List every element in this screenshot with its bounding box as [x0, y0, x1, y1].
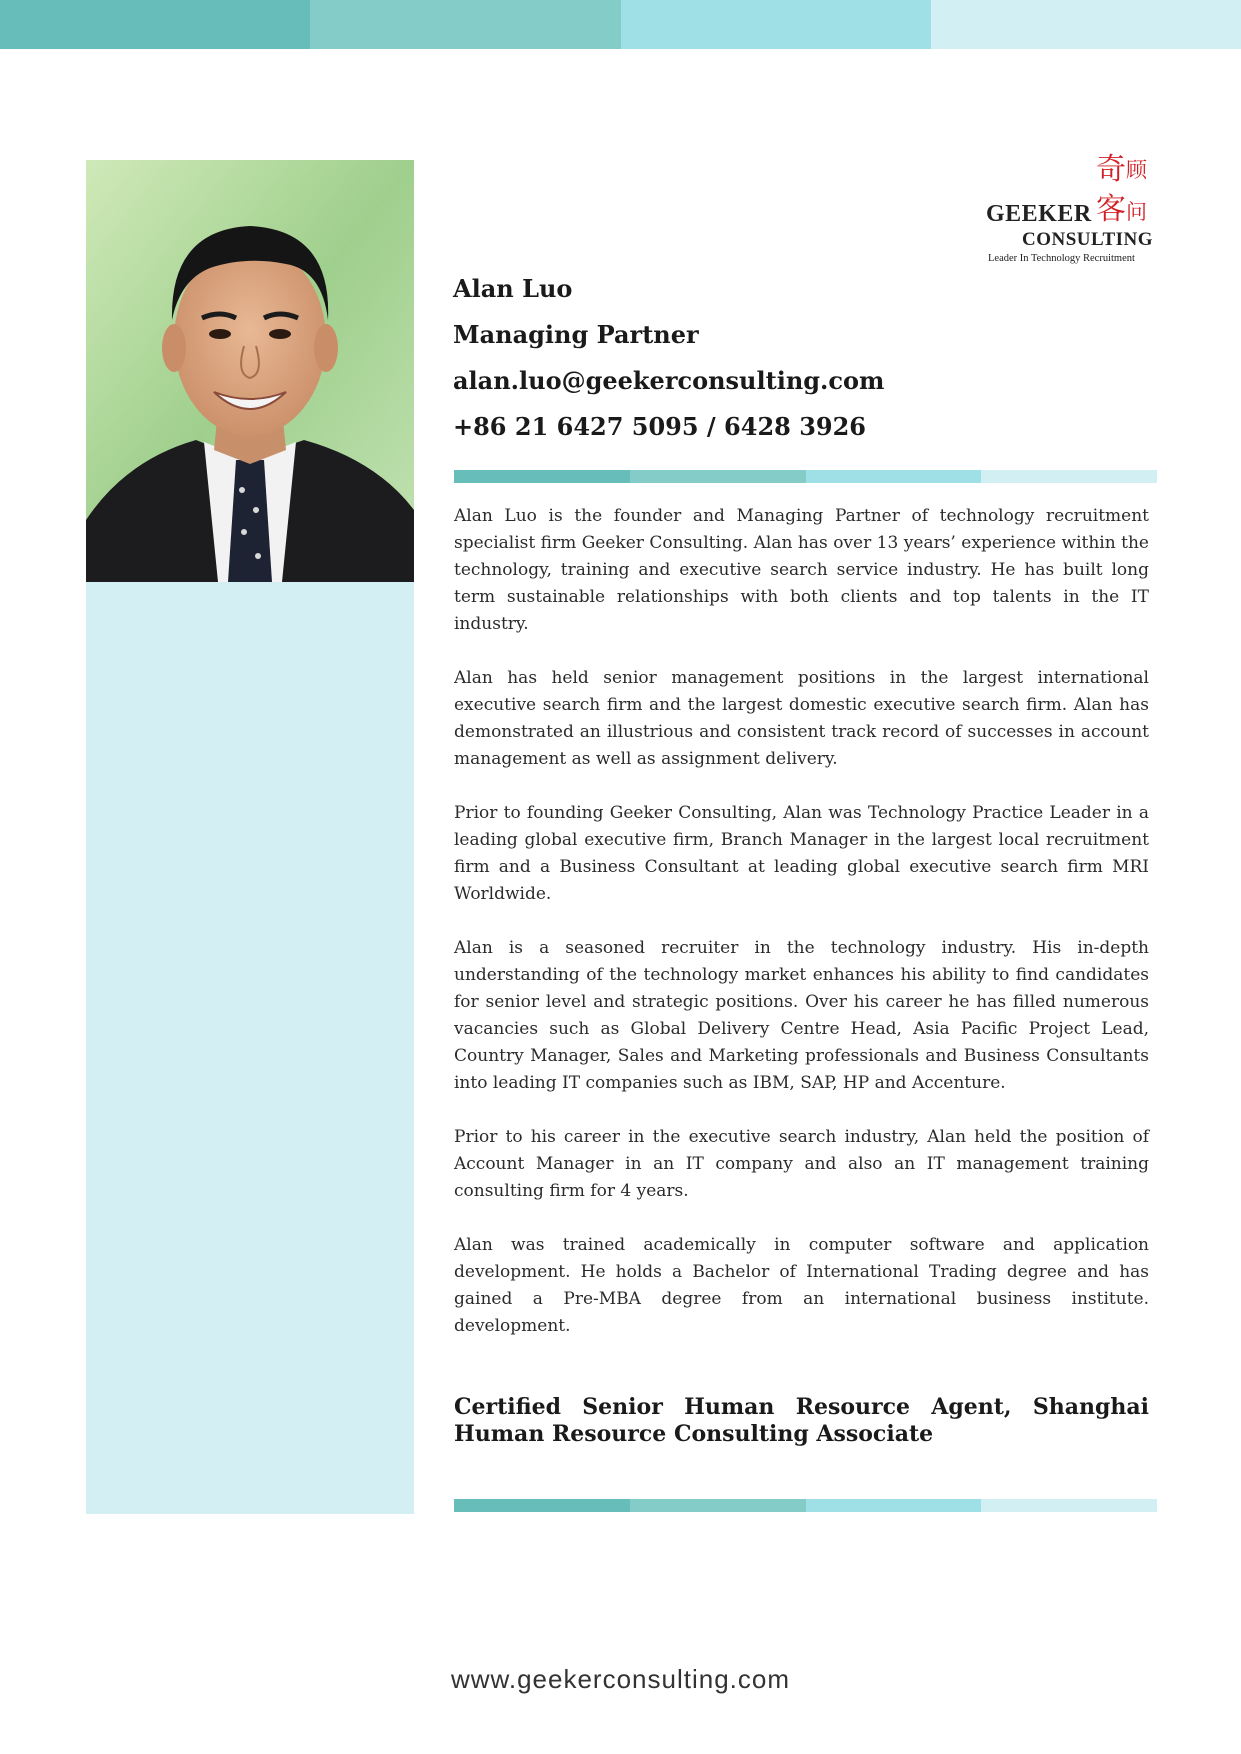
- stripe-segment-1: [454, 1499, 630, 1512]
- bio-paragraph: Alan is a seasoned recruiter in the technology industry. His in-depth understanding of the technology market enhances his ability to find candidates for senior level and strategic positions. Over his career he has filled numerous vacancies such as Global Delivery Centre Head, Asia Pacific Project Lead, Country Manager, Sales and Marketing professionals and Business Consultants into leading IT companies such as IBM, SAP, HP and Accenture.: [454, 938, 1149, 1093]
- stripe-segment-3: [806, 470, 982, 483]
- logo-name-line1: GEEKER: [986, 201, 1092, 227]
- stripe-segment-4: [981, 1499, 1157, 1512]
- divider-stripe-top: [454, 470, 1157, 483]
- bio-paragraph: Prior to founding Geeker Consulting, Alan was Technology Practice Leader in a leading global executive firm, Branch Manager in the largest local recruitment firm and a Business Consultant at leading global executive search firm MRI Worldwide.: [454, 803, 1149, 904]
- person-name: Alan Luo: [453, 274, 573, 303]
- footer-website: www.geekerconsulting.com: [450, 1664, 791, 1694]
- stripe-segment-2: [630, 1499, 806, 1512]
- job-title: Managing Partner: [453, 320, 699, 349]
- phone-number: +86 21 6427 5095 / 6428 3926: [453, 412, 866, 441]
- certification-text: Certified Senior Human Resource Agent, Shanghai Human Resource Consulting Associate: [454, 1394, 1149, 1447]
- bio-paragraph: Alan has held senior management positions in the largest international executive search firm and the largest domestic executive search firm. Alan has demonstrated an illustrious and consistent track record of successes in account management as well as assignment delivery.: [454, 668, 1149, 769]
- band-segment-4: [931, 0, 1241, 49]
- stripe-segment-4: [981, 470, 1157, 483]
- profile-photo: [86, 160, 414, 582]
- band-segment-1: [0, 0, 310, 49]
- bio-paragraph: Prior to his career in the executive search industry, Alan held the position of Account Manager in an IT company and also an IT management training consulting firm for 4 years.: [454, 1127, 1149, 1201]
- stripe-segment-2: [630, 470, 806, 483]
- logo-chinese-line1: 奇顾: [1096, 152, 1147, 187]
- bio-paragraph: Alan Luo is the founder and Managing Partner of technology recruitment specialist firm Geeker Consulting. Alan has over 13 years’ experience within the technology, training and executive search service industry. He has built long term sustainable relationships with both clients and top talents in the IT industry.: [454, 506, 1149, 634]
- biography: [454, 503, 1149, 1367]
- bio-paragraph: Alan was trained academically in computer software and application development. He holds a Bachelor of International Trading degree and has gained a Pre-MBA degree from an international business institute. development.: [454, 1235, 1149, 1336]
- sidebar-panel: [86, 582, 414, 1514]
- band-segment-2: [310, 0, 620, 49]
- email-address: alan.luo@geekerconsulting.com: [453, 366, 885, 395]
- company-logo: [980, 152, 1160, 267]
- top-color-band: [0, 0, 1241, 49]
- logo-tagline: Leader In Technology Recruitment: [988, 253, 1135, 264]
- logo-chinese-line2: 客问: [1096, 192, 1147, 227]
- divider-stripe-bottom: [454, 1499, 1157, 1512]
- stripe-segment-1: [454, 470, 630, 483]
- contact-block: [453, 266, 884, 450]
- band-segment-3: [621, 0, 931, 49]
- logo-name-line2: CONSULTING: [1022, 229, 1154, 250]
- stripe-segment-3: [806, 1499, 982, 1512]
